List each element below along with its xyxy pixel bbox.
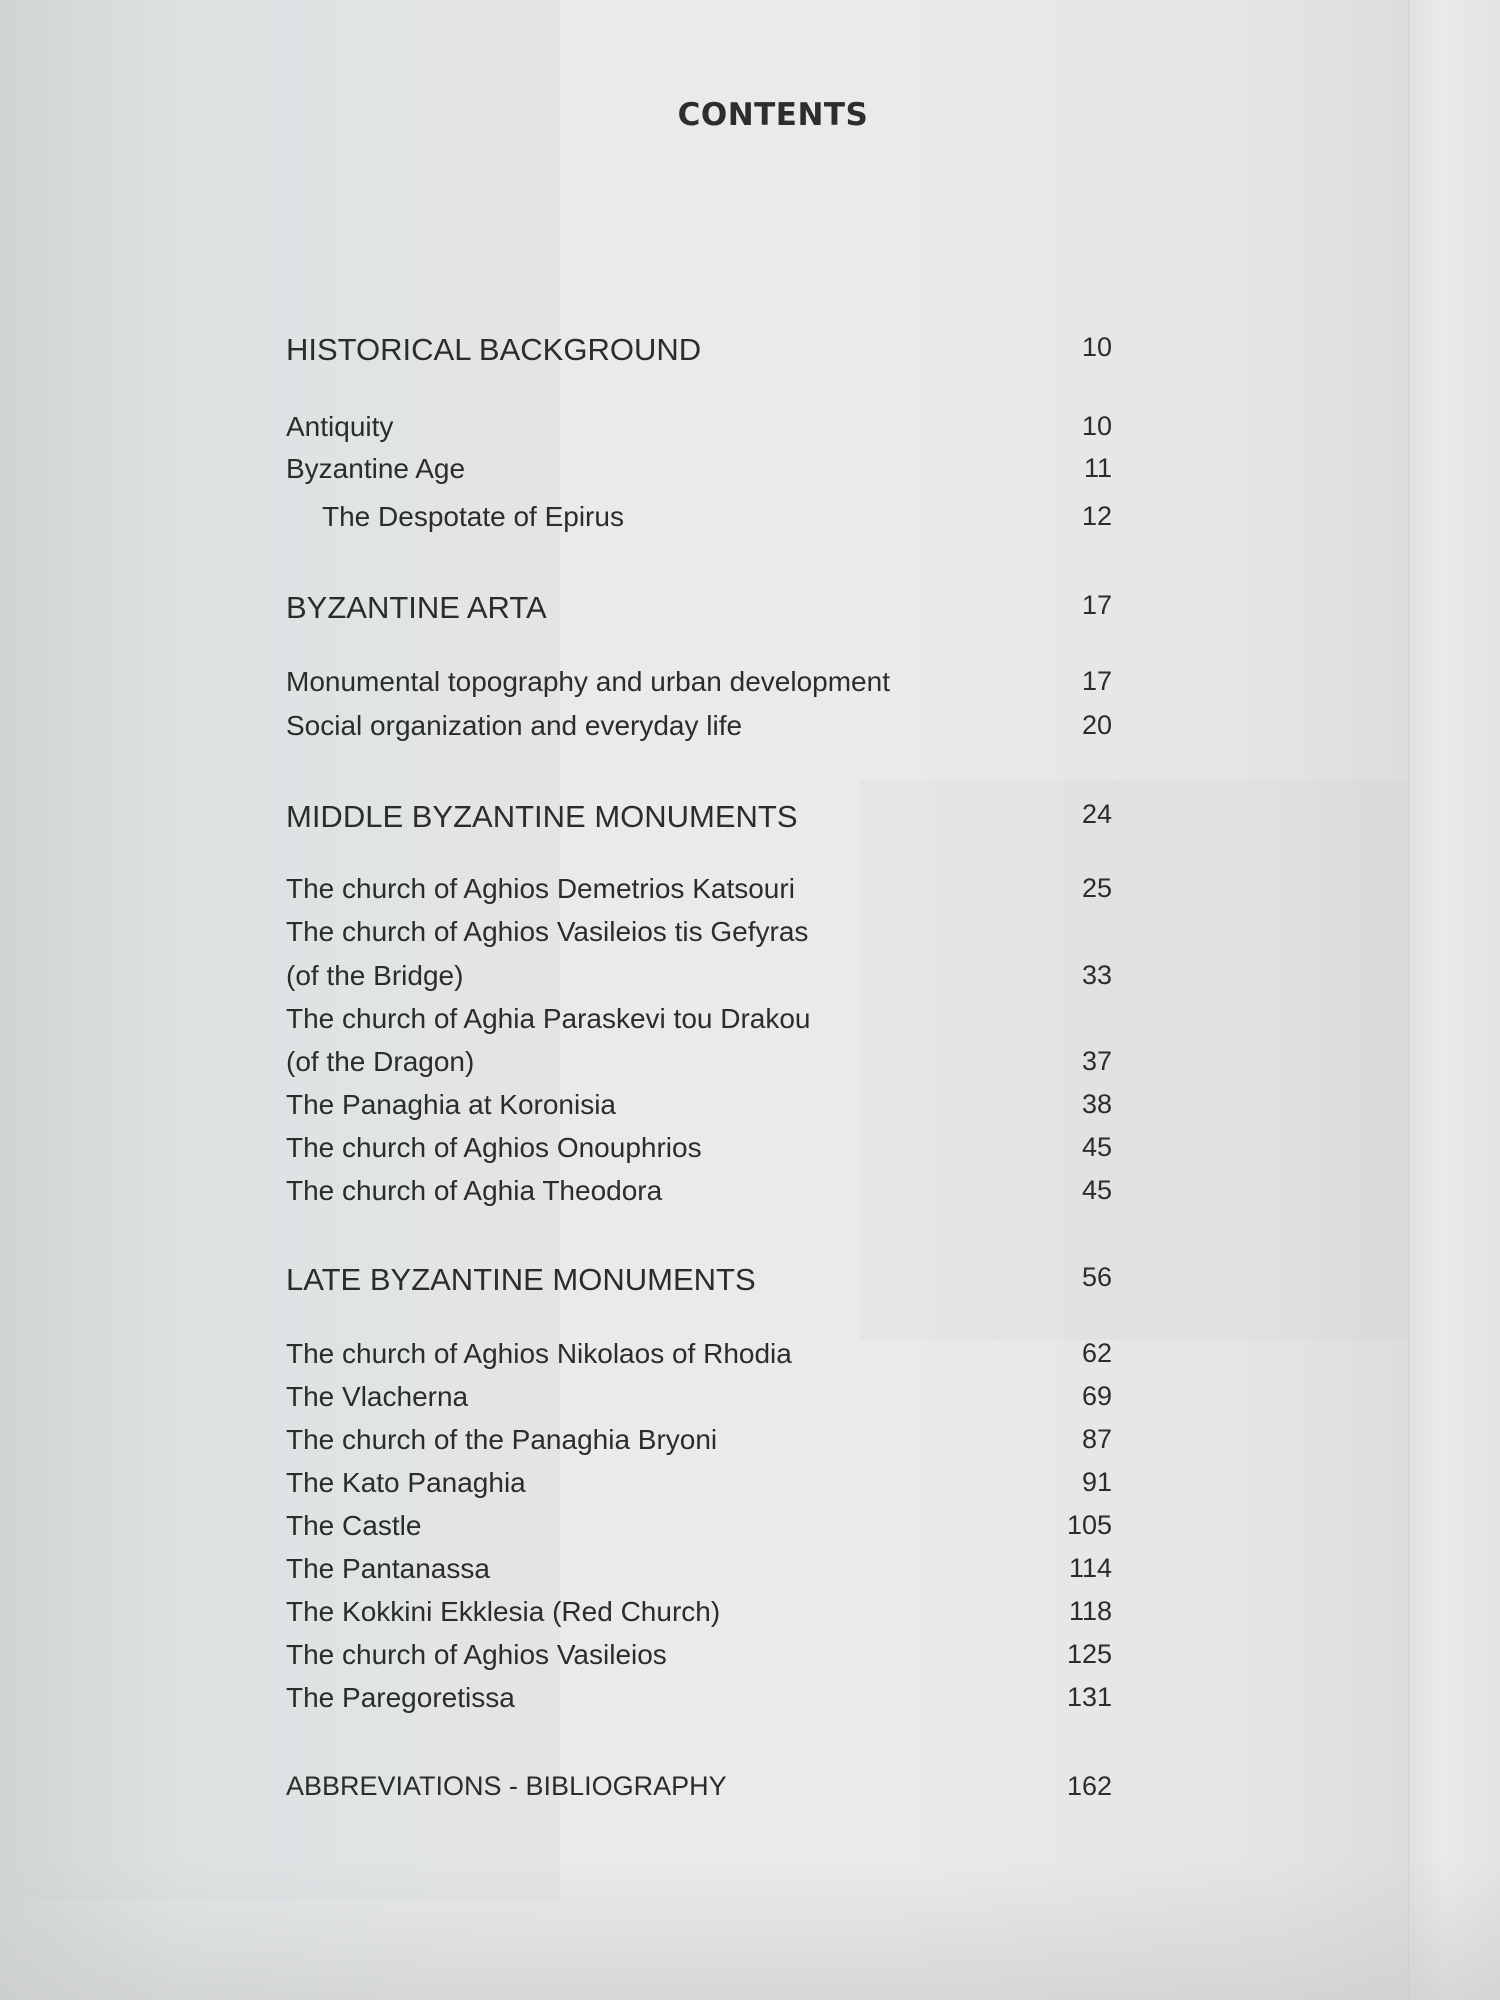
toc-page-number: 69 (1081, 1381, 1112, 1411)
toc-entry (286, 1467, 1112, 1507)
toc-entry-label: Monumental topography and urban development (286, 666, 890, 697)
toc-page-number: 45 (1081, 1175, 1112, 1205)
toc-entry (286, 1175, 1112, 1215)
toc-entry (286, 1381, 1112, 1421)
toc-entry (286, 411, 1112, 451)
toc-entry-label: The Pantanassa (286, 1553, 490, 1584)
toc-page-number: 10 (1081, 411, 1112, 441)
toc-entry-label: Antiquity (286, 411, 394, 442)
toc-page-number: 91 (1081, 1467, 1112, 1497)
toc-entry (286, 1132, 1112, 1172)
toc-page-number: 10 (1081, 332, 1112, 362)
toc-entry-label: The church of Aghios Demetrios Katsouri (286, 873, 795, 904)
toc-entry-label: The Vlacherna (286, 1381, 469, 1412)
toc-entry-label: The Kokkini Ekklesia (Red Church) (286, 1596, 721, 1627)
toc-entry-line1 (286, 1003, 1112, 1043)
toc-entry-label: The church of Aghia Theodora (286, 1175, 663, 1206)
toc-heading-label: HISTORICAL BACKGROUND (286, 332, 702, 367)
page-title: CONTENTS (677, 97, 869, 133)
toc-page-number: 37 (1081, 1046, 1112, 1076)
toc-entry-label: Byzantine Age (286, 453, 466, 484)
toc-entry (286, 960, 1112, 1000)
toc-page-number: 118 (1068, 1596, 1112, 1626)
toc-entry (286, 1424, 1112, 1464)
toc-page-number: 20 (1081, 710, 1112, 740)
toc-entry-label: The church of the Panaghia Bryoni (286, 1424, 718, 1455)
toc-entry (286, 1510, 1112, 1550)
toc-heading-label: ABBREVIATIONS - BIBLIOGRAPHY (286, 1771, 727, 1801)
toc-page-number: 25 (1081, 873, 1112, 903)
toc-entry-label: The Panaghia at Koronisia (286, 1089, 616, 1120)
toc-entry-label: The Paregoretissa (286, 1682, 515, 1713)
toc-entry-label: The Castle (286, 1510, 422, 1541)
toc-page-number: 114 (1068, 1553, 1112, 1583)
toc-entry-label: The Despotate of Epirus (322, 501, 624, 532)
toc-entry (286, 873, 1112, 913)
toc-page-number: 33 (1081, 960, 1112, 990)
toc-entry-label: The Kato Panaghia (286, 1467, 526, 1498)
toc-entry (286, 453, 1112, 493)
toc-section-heading (286, 332, 1112, 372)
toc-entry-line1 (286, 916, 1112, 956)
toc-entry-label: The church of Aghios Onouphrios (286, 1132, 702, 1163)
toc-page-number: 56 (1081, 1262, 1112, 1292)
toc-entry (286, 1639, 1112, 1679)
toc-page-number: 125 (1066, 1639, 1112, 1669)
toc-entry-label-cont: (of the Dragon) (286, 1046, 475, 1077)
toc-page-number: 11 (1083, 453, 1112, 483)
toc-entry-label: The church of Aghios Vasileios tis Gefyras (286, 916, 809, 947)
toc-entry (286, 501, 1112, 541)
toc-page-number: 17 (1081, 590, 1112, 620)
toc-heading-label: MIDDLE BYZANTINE MONUMENTS (286, 799, 798, 834)
toc-entry (286, 1089, 1112, 1129)
toc-page-number: 24 (1081, 799, 1112, 829)
toc-entry (286, 666, 1112, 706)
toc-page-number: 12 (1081, 501, 1112, 531)
toc-entry-label-cont: (of the Bridge) (286, 960, 464, 991)
toc-entry (286, 1682, 1112, 1722)
toc-entry-label: Social organization and everyday life (286, 710, 743, 741)
toc-page-number: 38 (1081, 1089, 1112, 1119)
toc-page-number: 17 (1081, 666, 1112, 696)
toc-page-number: 162 (1066, 1771, 1112, 1801)
toc-entry-label: The church of Aghios Nikolaos of Rhodia (286, 1338, 792, 1369)
toc-entry (286, 1338, 1112, 1378)
toc-abbreviations (286, 1771, 1112, 1811)
toc-heading-label: BYZANTINE ARTA (286, 590, 547, 625)
toc-entry (286, 1553, 1112, 1593)
toc-entry (286, 1046, 1112, 1086)
toc-section-heading (286, 1262, 1112, 1302)
toc-page-number: 87 (1081, 1424, 1112, 1454)
toc-entry-label: The church of Aghia Paraskevi tou Drakou (286, 1003, 811, 1034)
toc-entry-label: The church of Aghios Vasileios (286, 1639, 667, 1670)
toc-section-heading (286, 799, 1112, 839)
toc-entry (286, 710, 1112, 750)
toc-page-number: 45 (1081, 1132, 1112, 1162)
toc-page-number: 105 (1066, 1510, 1112, 1540)
toc-entry (286, 1596, 1112, 1636)
toc-heading-label: LATE BYZANTINE MONUMENTS (286, 1262, 756, 1297)
toc-section-heading (286, 590, 1112, 630)
toc-page-number: 62 (1081, 1338, 1112, 1368)
toc-page-number: 131 (1066, 1682, 1112, 1712)
